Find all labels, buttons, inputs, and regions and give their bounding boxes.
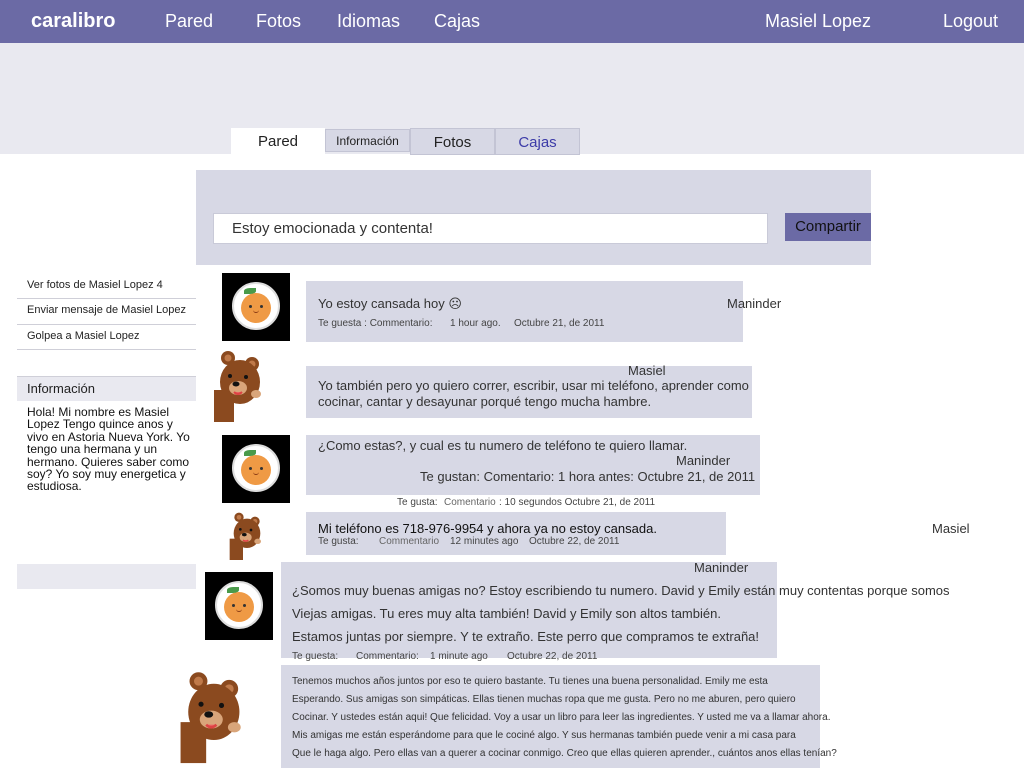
post-text-line: Viejas amigas. Tu eres muy alta también! David y Emily son altos también. xyxy=(292,606,721,621)
post-time: : 10 segundos Octubre 21, de 2011 xyxy=(499,497,656,508)
tab-pared[interactable]: Pared xyxy=(231,128,325,155)
post-text-line: cocinar, cantar y desayunar porqué tengo mucha hambre. xyxy=(318,394,652,409)
post-text-line: Esperando. Sus amigas son simpáticas. Ellas tienen muchas ropa que me gusta. Pero no me aburen, pero quiero xyxy=(292,694,796,705)
sidebar-footer xyxy=(17,564,196,589)
leaf-shape xyxy=(227,587,239,593)
orange-fruit-shape xyxy=(241,293,271,323)
logout-link[interactable]: Logout xyxy=(943,11,999,31)
nav-pared[interactable]: Pared xyxy=(165,11,214,31)
post-date: Octubre 22, de 2011 xyxy=(529,536,620,547)
post-text: Yo estoy cansada hoy ☹ xyxy=(318,296,462,311)
leaf-shape xyxy=(244,450,256,456)
orange-avatar[interactable] xyxy=(222,273,290,341)
orange-fruit-shape xyxy=(241,455,271,485)
post-text: ¿Como estas?, y cual es tu numero de teléfono te quiero llamar. xyxy=(318,438,688,453)
divider xyxy=(17,349,196,350)
nav-cajas[interactable]: Cajas xyxy=(434,11,481,31)
post-text-line: Estamos juntas por siempre. Y te extraño. Este perro que compramos te extraña! xyxy=(292,629,760,644)
bear-avatar-icon[interactable] xyxy=(212,350,262,422)
site-logo[interactable]: caralibro xyxy=(31,10,116,32)
status-input[interactable]: Estoy emocionada y contenta! xyxy=(213,213,768,244)
post-date: Octubre 22, de 2011 xyxy=(507,651,598,662)
info-section-text: Hola! Mi nombre es Masiel Lopez Tengo quince anos y vivo en Astoria Nueva York. Yo tengo una hermana y un hermano. Quieres saber como soy? Yo soy muy energetica y estudiosa. xyxy=(27,405,190,494)
post-text-line: Cocinar. Y ustedes están aqui! Que felicidad. Voy a usar un libro para leer las ingredientes. Y usted me va a llamar ahora. xyxy=(292,712,831,723)
eye-shape xyxy=(249,467,252,470)
orange-fruit-shape xyxy=(224,592,254,622)
leaf-shape xyxy=(244,288,256,294)
post-author[interactable]: Maninder xyxy=(694,560,749,575)
tab-cajas[interactable]: Cajas xyxy=(495,128,580,155)
share-button[interactable]: Compartir xyxy=(785,213,871,241)
like-comment-link[interactable]: Te guesta : Commentario: xyxy=(318,318,433,329)
post-author[interactable]: Masiel xyxy=(932,521,970,536)
divider xyxy=(17,298,196,299)
top-navbar xyxy=(0,0,1024,43)
post-time: 1 minute ago xyxy=(430,651,488,662)
sidebar-link-message[interactable]: Enviar mensaje de Masiel Lopez xyxy=(27,304,186,316)
post-text-line: ¿Somos muy buenas amigas no? Estoy escribiendo tu numero. David y Emily están muy contentas porque somos xyxy=(292,583,950,598)
comment-link[interactable]: Commentario xyxy=(379,536,440,547)
sidebar-link-photos[interactable]: Ver fotos de Masiel Lopez 4 xyxy=(27,279,163,291)
post-time: 1 hour ago. xyxy=(450,318,501,329)
post-text: Mi teléfono es 718-976-9954 y ahora ya no estoy cansada. xyxy=(318,521,657,536)
post-text-line: Que le haga algo. Pero ellas van a querer a cocinar conmigo. Creo que ellas quieren aprender., cuántos anos ellas tenían? xyxy=(292,748,837,759)
comment-link[interactable]: Commentario: xyxy=(356,651,419,662)
orange-avatar[interactable] xyxy=(222,435,290,503)
tab-informacion[interactable]: Información xyxy=(325,129,410,152)
post-text-line: Mis amigas me están esperándome para que le cociné algo. Y sus hermanas también puede venir a mi casa para xyxy=(292,730,796,741)
post-text-line: Tenemos muchos años juntos por eso te quiero bastante. Tu tienes una buena personalidad. Emily me esta xyxy=(292,676,768,687)
like-link[interactable]: Te gusta: xyxy=(397,497,438,508)
nav-fotos[interactable]: Fotos xyxy=(256,11,302,31)
post-author[interactable]: Maninder xyxy=(727,296,782,311)
eye-shape xyxy=(232,604,235,607)
like-link[interactable]: Te gusta: xyxy=(318,536,359,547)
comment-link[interactable]: Comentario xyxy=(444,497,496,508)
post-author[interactable]: Maninder xyxy=(676,453,731,468)
post-time: 12 minutes ago xyxy=(450,536,519,547)
post-meta: Te gustan: Comentario: 1 hora antes: Octubre 21, de 2011 xyxy=(420,469,756,484)
like-link[interactable]: Te guesta: xyxy=(292,651,339,662)
eye-shape xyxy=(260,467,263,470)
eye-shape xyxy=(249,305,252,308)
info-section-title: Información xyxy=(17,376,196,401)
sidebar-link-poke[interactable]: Golpea a Masiel Lopez xyxy=(27,330,140,342)
orange-avatar[interactable] xyxy=(205,572,273,640)
divider xyxy=(17,324,196,325)
nav-idiomas[interactable]: Idiomas xyxy=(337,11,401,31)
nav-user-profile[interactable]: Masiel Lopez xyxy=(765,11,872,31)
tab-fotos[interactable]: Fotos xyxy=(410,128,495,155)
post-author[interactable]: Masiel xyxy=(628,363,666,378)
post-date: Octubre 21, de 2011 xyxy=(514,318,605,329)
bear-avatar-icon[interactable] xyxy=(228,512,262,560)
bear-avatar-icon[interactable] xyxy=(178,666,242,768)
eye-shape xyxy=(260,305,263,308)
post-text-line: Yo también pero yo quiero correr, escribir, usar mi teléfono, aprender como xyxy=(318,378,749,393)
eye-shape xyxy=(243,604,246,607)
